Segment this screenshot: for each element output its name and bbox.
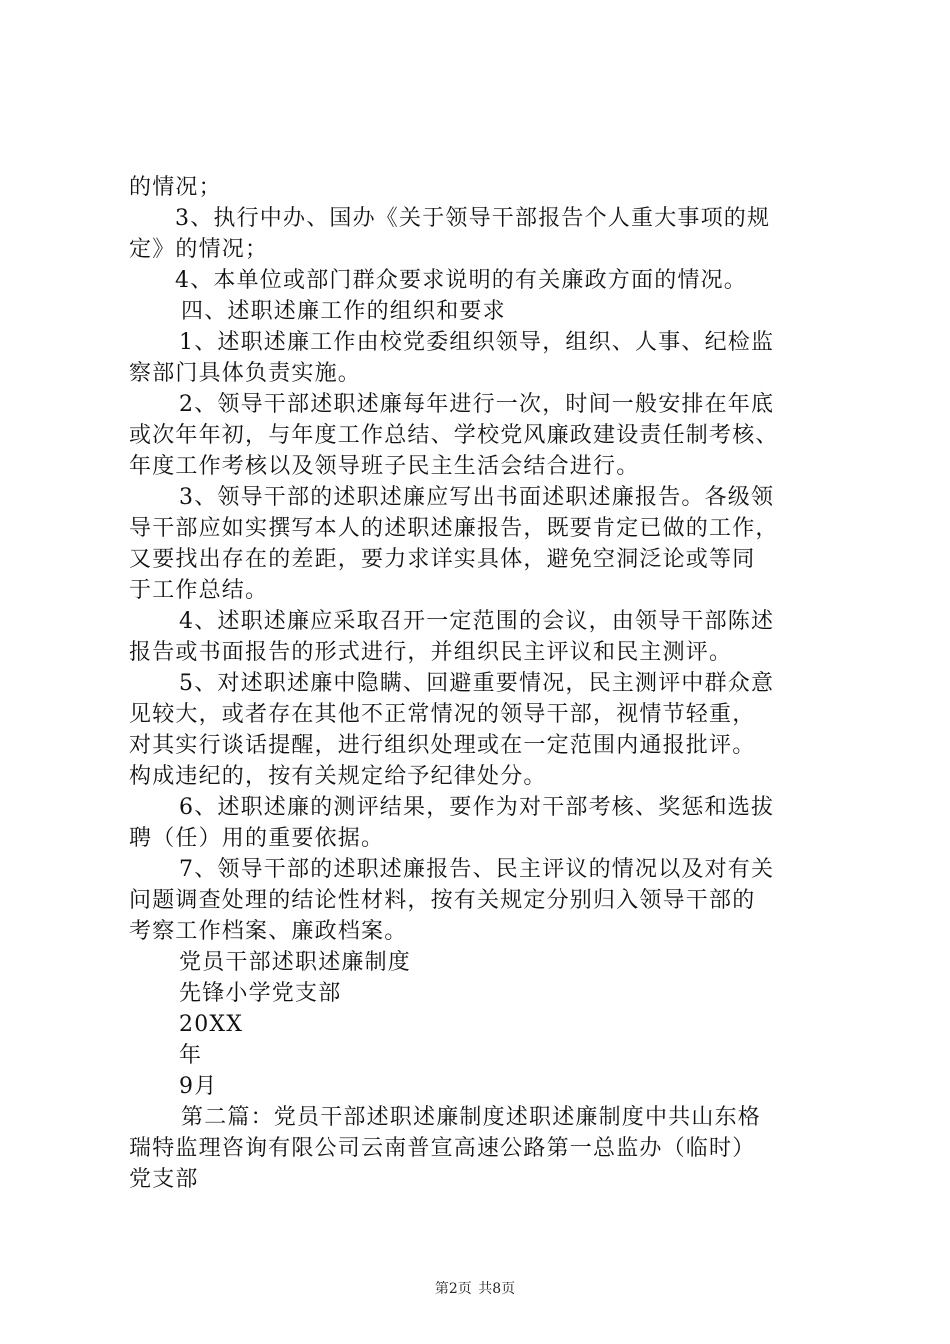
text-line: 1、述职述廉工作由校党委组织领导，组织、人事、纪检监 — [179, 330, 775, 355]
text-line: 2、领导干部述职述廉每年进行一次，时间一般安排在年底 — [179, 392, 775, 417]
text-line: 9月 — [179, 1074, 218, 1099]
text-line: 先锋小学党支部 — [179, 981, 342, 1006]
text-line: 4、本单位或部门群众要求说明的有关廉政方面的情况。 — [175, 268, 747, 293]
text-line: 问题调查处理的结论性材料，按有关规定分别归入领导干部的 — [129, 888, 756, 913]
text-line: 报告或书面报告的形式进行，并组织民主评议和民主测评。 — [129, 640, 733, 665]
text-line: 于工作总结。 — [129, 578, 269, 603]
text-line: 3、领导干部的述职述廉应写出书面述职述廉报告。各级领 — [179, 485, 775, 510]
paragraph — [129, 389, 829, 482]
document-title — [129, 947, 829, 978]
text-line: 4、述职述廉应采取召开一定范围的会议，由领导干部陈述 — [179, 609, 775, 634]
paragraph — [129, 203, 829, 265]
text-line: 见较大，或者存在其他不正常情况的领导干部，视情节轻重， — [129, 702, 756, 727]
text-line: 年度工作考核以及领导班子民主生活会结合进行。 — [129, 454, 640, 479]
text-line: 瑞特监理咨询有限公司云南普宣高速公路第一总监办（临时） — [129, 1136, 756, 1161]
text-line: 察部门具体负责实施。 — [129, 361, 362, 386]
text-line: 6、述职述廉的测评结果，要作为对干部考核、奖惩和选拔 — [179, 795, 775, 820]
text-line: 考察工作档案、廉政档案。 — [129, 919, 408, 944]
page-footer — [0, 1278, 950, 1298]
paragraph — [129, 327, 829, 389]
date-year — [129, 1009, 829, 1040]
paragraph — [129, 265, 829, 296]
text-line: 党支部 — [129, 1167, 199, 1192]
text-line: 四、述职述廉工作的组织和要求 — [181, 299, 506, 324]
date-month — [129, 1071, 829, 1102]
paragraph — [129, 606, 829, 668]
text-line: 第二篇：党员干部述职述廉制度述职述廉制度中共山东格 — [181, 1105, 762, 1130]
text-line: 构成违纪的，按有关规定给予纪律处分。 — [129, 764, 547, 789]
text-line: 党员干部述职述廉制度 — [179, 950, 412, 975]
text-line: 年 — [179, 1043, 203, 1068]
paragraph — [129, 172, 829, 203]
paragraph — [129, 668, 829, 792]
text-line: 20XX — [179, 1012, 244, 1037]
text-line: 又要找出存在的差距，要力求详实具体，避免空洞泛论或等同 — [129, 547, 756, 572]
text-line: 5、对述职述廉中隐瞒、回避重要情况，民主测评中群众意 — [179, 671, 775, 696]
text-line: 7、领导干部的述职述廉报告、民主评议的情况以及对有关 — [179, 857, 775, 882]
date-year-unit — [129, 1040, 829, 1071]
paragraph — [129, 482, 829, 606]
paragraph — [129, 854, 829, 947]
organization-name — [129, 978, 829, 1009]
total-pages: 共8页 — [478, 1281, 516, 1297]
text-line: 聘（任）用的重要依据。 — [129, 826, 385, 851]
document-body — [129, 172, 829, 1195]
page-number: 第2页 — [434, 1281, 472, 1297]
paragraph — [129, 1102, 829, 1195]
text-line: 定》的情况； — [129, 237, 269, 262]
text-line: 导干部应如实撰写本人的述职述廉报告，既要肯定已做的工作， — [129, 516, 779, 541]
section-heading — [129, 296, 829, 327]
paragraph — [129, 792, 829, 854]
text-line: 3、执行中办、国办《关于领导干部报告个人重大事项的规 — [175, 206, 771, 231]
text-line: 对其实行谈话提醒，进行组织处理或在一定范围内通报批评。 — [129, 733, 756, 758]
text-line: 或次年年初，与年度工作总结、学校党风廉政建设责任制考核、 — [129, 423, 779, 448]
text-line: 的情况； — [129, 175, 222, 200]
